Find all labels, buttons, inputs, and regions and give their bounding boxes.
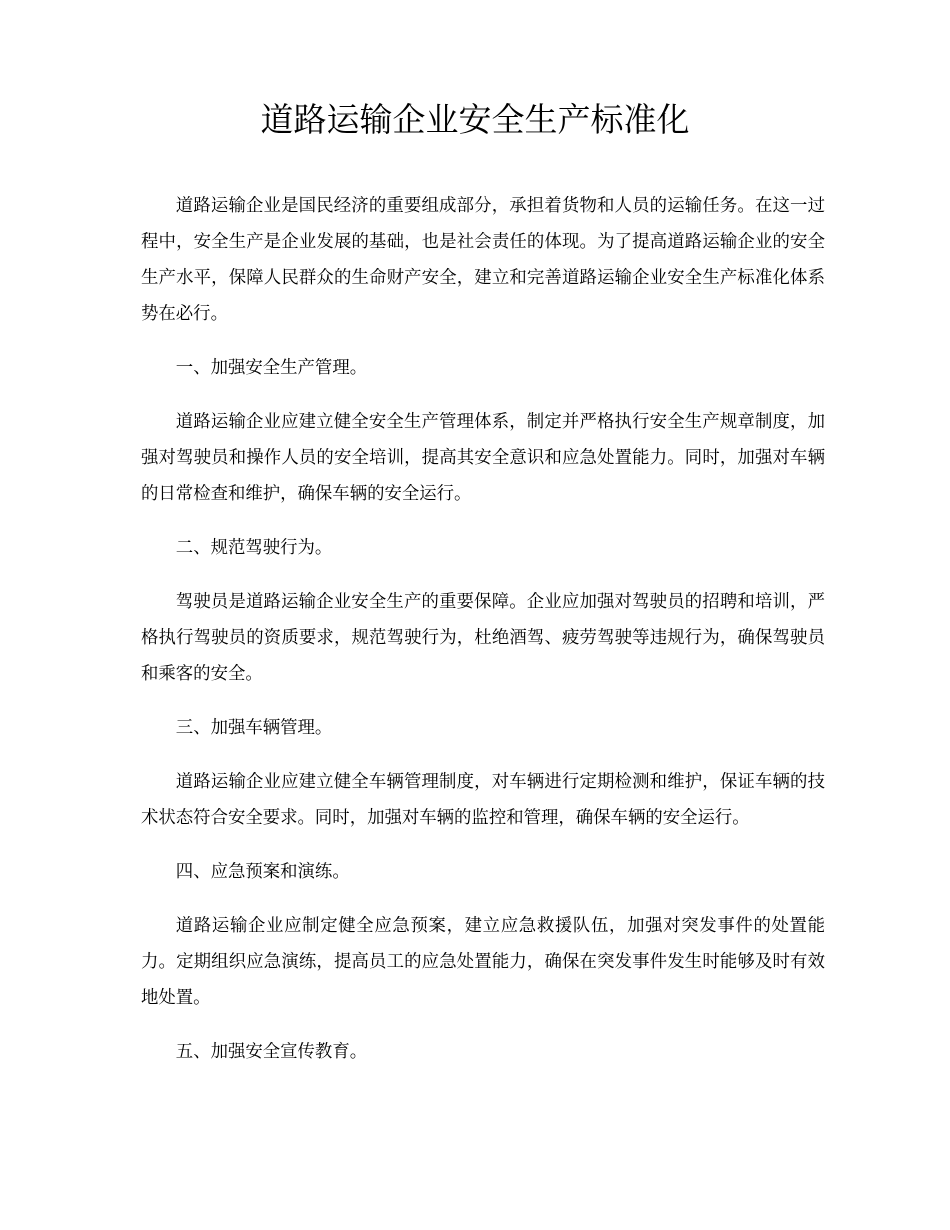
document-body [141,188,825,1088]
section-heading-4: 四、应急预案和演练。 [175,862,350,882]
section-paragraph-1: 道路运输企业应建立健全安全生产管理体系，制定并严格执行安全生产规章制度，加强对驾驶员和操作人员的安全培训，提高其安全意识和应急处置能力。同时，加强对车辆的日常检查和维护，确保车辆的安全运行。 [141,412,825,504]
document-title: 道路运输企业安全生产标准化 [260,100,690,139]
section-heading-5: 五、加强安全宣传教育。 [175,1042,368,1062]
section-paragraph-3: 道路运输企业应建立健全车辆管理制度，对车辆进行定期检测和维护，保证车辆的技术状态符合安全要求。同时，加强对车辆的监控和管理，确保车辆的安全运行。 [141,772,825,828]
section-heading-1: 一、加强安全生产管理。 [175,358,368,378]
section-heading-3: 三、加强车辆管理。 [175,718,333,738]
section-paragraph-4: 道路运输企业应制定健全应急预案，建立应急救援队伍，加强对突发事件的处置能力。定期组织应急演练，提高员工的应急处置能力，确保在突发事件发生时能够及时有效地处置。 [141,916,825,1008]
intro-paragraph: 道路运输企业是国民经济的重要组成部分，承担着货物和人员的运输任务。在这一过程中，安全生产是企业发展的基础，也是社会责任的体现。为了提高道路运输企业的安全生产水平，保障人民群众的生命财产安全，建立和完善道路运输企业安全生产标准化体系势在必行。 [141,196,825,324]
section-heading-2: 二、规范驾驶行为。 [175,538,333,558]
section-paragraph-2: 驾驶员是道路运输企业安全生产的重要保障。企业应加强对驾驶员的招聘和培训，严格执行驾驶员的资质要求，规范驾驶行为，杜绝酒驾、疲劳驾驶等违规行为，确保驾驶员和乘客的安全。 [141,592,825,684]
